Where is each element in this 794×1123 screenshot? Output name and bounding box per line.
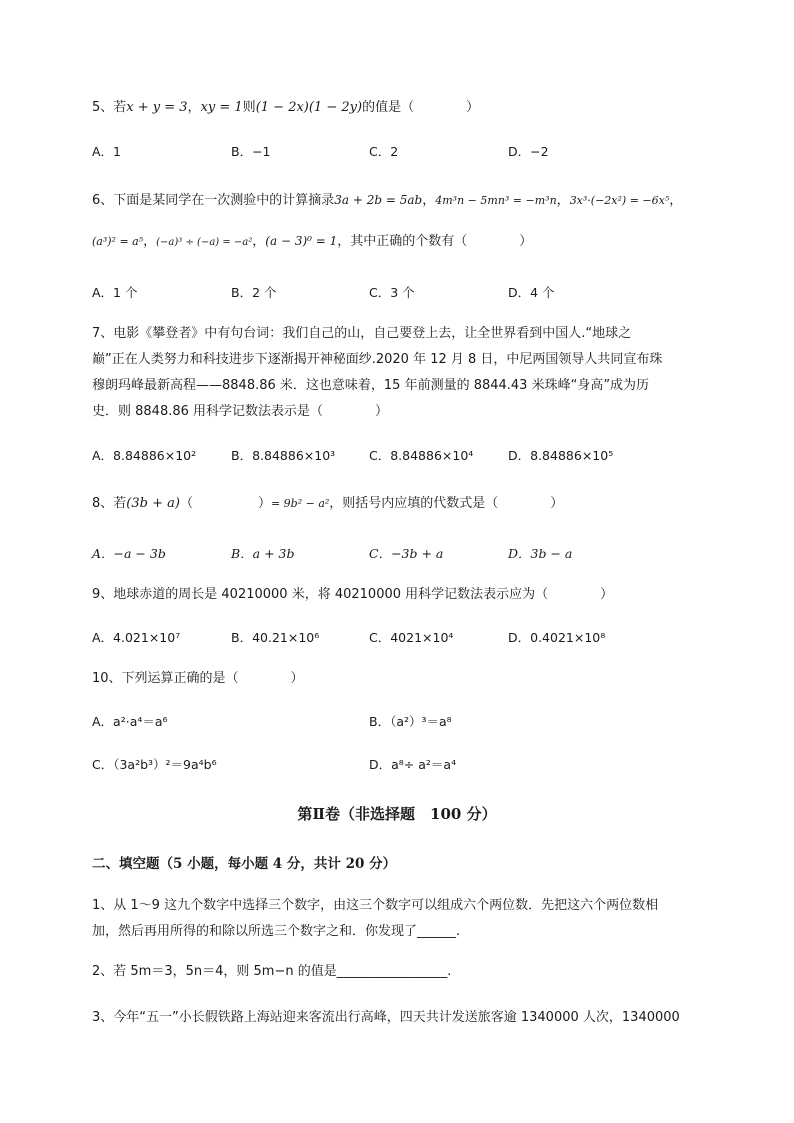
q6-formula-5: (−a)³ ÷ (−a) = −a² — [156, 237, 253, 248]
q5-number: 5、若 — [92, 100, 127, 115]
q5-option-c: C．2 — [369, 144, 399, 159]
q8-option-b: B．a + 3b — [231, 546, 295, 561]
q7-option-c: C．8.84886×10⁴ — [369, 448, 474, 463]
q6-formula-1: 3a + 2b = 5ab — [334, 193, 423, 207]
fill-1-line-1: 1、从 1～9 这九个数字中选择三个数字，由这三个数字可以组成六个两位数．先把这六个两位数相 — [92, 898, 659, 913]
q10-option-a: A．a²·a⁴＝a⁶ — [92, 714, 168, 729]
q10-option-d: D．a⁸÷ a²＝a⁴ — [369, 757, 457, 772]
q5-expr2: xy = 1 — [200, 100, 243, 115]
q6-prefix: 6、下面是某同学在一次测验中的计算摘录 — [92, 193, 335, 208]
q8-tail: ，则括号内应填的代数式是（ ） — [329, 496, 564, 511]
q5-expr1: x + y = 3 — [126, 100, 188, 115]
q10-option-c: C．（3a²b³）²＝9a⁴b⁶ — [92, 757, 217, 772]
q7-line-1: 7、电影《攀登者》中有句台词：我们自己的山，自己要登上去，让全世界看到中国人.“地球之 — [92, 326, 632, 341]
q8-option-d: D．3b − a — [508, 546, 573, 561]
q8-option-a: A．−a − 3b — [92, 546, 166, 561]
fill-1-line-2: 加，然后再用所得的和除以所选三个数字之和．你发现了______. — [92, 924, 461, 939]
q7-line-3: 穆朗玛峰最新高程——8848.86 米．这也意味着，15 年前测量的 8844.43 米珠峰“身高”成为历 — [92, 378, 650, 393]
q7-line-2: 巅”正在人类努力和科技进步下逐渐揭开神秘面纱.2020 年 12 月 8 日，中尼两国领导人共同宣布珠 — [92, 352, 663, 367]
q5-option-d: D．−2 — [508, 144, 549, 159]
q6-tail: ，其中正确的个数有（ ） — [337, 234, 533, 249]
q9-option-b: B．40.21×10⁶ — [231, 630, 320, 645]
q5-option-a: A．1 — [92, 144, 122, 159]
q6-formula-6: (a − 3)⁰ = 1 — [265, 234, 338, 248]
q8-option-c: C．−3b + a — [369, 546, 444, 561]
q10-option-b: B．（a²）³＝a⁸ — [369, 714, 452, 729]
question-10: 10、下列运算正确的是（ ） — [92, 671, 304, 686]
q5-expr3: (1 − 2x)(1 − 2y) — [255, 100, 363, 115]
q9-option-c: C．4021×10⁴ — [369, 630, 454, 645]
q6-formula-4: (a³)² = a⁵ — [92, 235, 144, 248]
q7-option-d: D．8.84886×10⁵ — [508, 448, 614, 463]
q6-formula-2: 4m³n − 5mn³ = −m³n — [435, 194, 557, 207]
question-5 — [92, 98, 479, 118]
section-2-heading: 二、填空题（5 小题，每小题 4 分，共计 20 分） — [92, 856, 397, 872]
fill-2: 2、若 5m＝3，5n＝4，则 5m−n 的值是_________________. — [92, 964, 452, 979]
q8-blank: （ ） — [179, 496, 271, 511]
q8-prefix: 8、若 — [92, 496, 127, 511]
q9-option-d: D．0.4021×10⁸ — [508, 630, 606, 645]
q8-rhs: = 9b² − a² — [270, 497, 330, 510]
q5-sep: ， — [187, 100, 201, 115]
section-2-title: 第Ⅱ卷（非选择题 100 分） — [297, 805, 497, 823]
question-6-line-2: (a³)² = a⁵，(−a)³ ÷ (−a) = −a²，(a − 3)⁰ = 1，其中正确的个数有（ ） — [92, 234, 533, 249]
q6-option-c: C．3 个 — [369, 285, 415, 300]
q6-option-b: B．2 个 — [231, 285, 277, 300]
q5-tail: 的值是（ ） — [362, 100, 480, 115]
fill-3: 3、今年“五一”小长假铁路上海站迎来客流出行高峰，四天共计发送旅客逾 1340000 人次，1340000 — [92, 1010, 680, 1025]
question-9: 9、地球赤道的周长是 40210000 米，将 40210000 用科学记数法表示应为（ ） — [92, 587, 614, 602]
q9-option-a: A．4.021×10⁷ — [92, 630, 181, 645]
q5-option-b: B．−1 — [231, 144, 271, 159]
q7-option-b: B．8.84886×10³ — [231, 448, 336, 463]
q7-line-4: 史．则 8848.86 用科学记数法表示是（ ） — [92, 404, 389, 419]
q6-option-d: D．4 个 — [508, 285, 555, 300]
question-6-line-1: 6、下面是某同学在一次测验中的计算摘录3a + 2b = 5ab，4m³n − 5mn³ = −m³n，3x³·(−2x²) = −6x⁵， — [92, 193, 683, 208]
q6-option-a: A．1 个 — [92, 285, 138, 300]
q8-factor: (3b + a) — [126, 496, 180, 511]
q7-option-a: A．8.84886×10² — [92, 448, 197, 463]
q5-mid: 则 — [242, 100, 256, 115]
question-8 — [92, 494, 563, 514]
q6-formula-3: 3x³·(−2x²) = −6x⁵ — [569, 194, 670, 207]
